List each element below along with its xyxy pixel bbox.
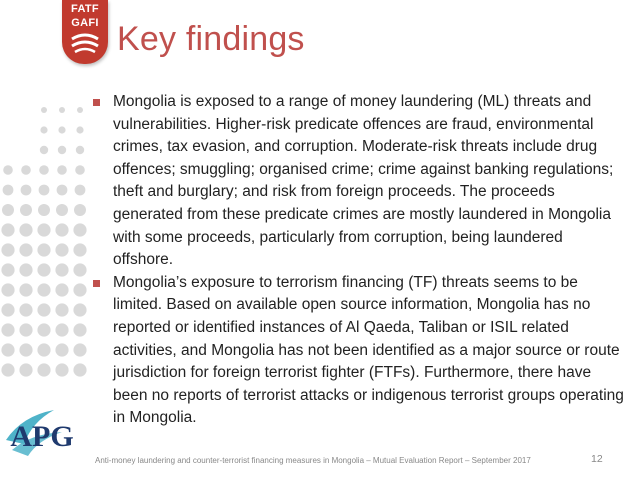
- decorative-dot: [20, 204, 32, 216]
- decorative-dot: [37, 343, 50, 356]
- decorative-dot: [55, 263, 68, 276]
- decorative-dot: [19, 263, 32, 276]
- decorative-dot: [19, 223, 32, 236]
- decorative-dot: [21, 185, 32, 196]
- decorative-dot: [57, 185, 68, 196]
- decorative-dot: [73, 363, 86, 376]
- decorative-dot: [73, 283, 86, 296]
- apg-logo-text: APG: [10, 420, 74, 453]
- bullet-text: Mongolia is exposed to a range of money laundering (ML) threats and vulnerabilities. Higher-risk predicate offences are fraud, environmental crimes, tax evasion, and corruption. Moderate-risk threats include drug offences; smuggling; organised crime; crime against banking regulations; theft and burglary; and risk from foreign proceeds. The proceeds generated from these predicate crimes are mostly laundered in Mongolia with some proceeds, particularly from corruption, being laundered offshore.: [113, 93, 614, 269]
- decorative-dot: [1, 303, 14, 316]
- square-bullet-icon: [93, 99, 100, 106]
- decorative-dot: [55, 343, 68, 356]
- decorative-dot: [56, 204, 68, 216]
- bullet-item: [92, 272, 627, 430]
- decorative-dot: [19, 363, 32, 376]
- decorative-dot: [76, 126, 83, 133]
- decorative-dot: [37, 283, 50, 296]
- decorative-dot: [77, 107, 83, 113]
- decorative-dot: [37, 363, 50, 376]
- decorative-dot: [55, 283, 68, 296]
- decorative-dot: [55, 223, 68, 236]
- decorative-dot: [1, 283, 14, 296]
- decorative-dot: [1, 323, 14, 336]
- decorative-dot: [73, 323, 86, 336]
- decorative-dot: [55, 323, 68, 336]
- decorative-dot: [38, 204, 50, 216]
- decorative-dot: [19, 283, 32, 296]
- decorative-dot: [76, 146, 84, 154]
- decorative-dot: [1, 363, 14, 376]
- bullet-item: [92, 91, 627, 272]
- decorative-dot: [55, 303, 68, 316]
- decorative-dot: [37, 323, 50, 336]
- footer-text: Anti-money laundering and counter-terrorist financing measures in Mongolia – Mutual Evaluation Report – September 2017: [95, 456, 531, 465]
- decorative-dot: [73, 303, 86, 316]
- decorative-dot: [37, 223, 50, 236]
- fatf-swoosh-icon: [70, 31, 100, 55]
- decorative-dot: [40, 146, 48, 154]
- decorative-dot: [3, 165, 13, 175]
- decorative-dot: [1, 243, 14, 256]
- decorative-dot: [2, 204, 14, 216]
- decorative-dot: [1, 223, 14, 236]
- apg-logo: [2, 388, 82, 468]
- bullet-text: Mongolia’s exposure to terrorism financing (TF) threats seems to be limited. Based on available open source information, Mongolia has no reported or identified instances of Al Qaeda, Taliban or ISIL related activities, and Mongolia has not been identified as a major source or route jurisdiction for foreign terrorist fighter (FTFs). Furthermore, there have been no reports of terrorist attacks or indigenous terrorist groups operating in Mongolia.: [113, 273, 624, 427]
- decorative-dot: [73, 243, 86, 256]
- decorative-dot: [59, 107, 65, 113]
- fatf-logo-line1: FATF: [71, 3, 99, 15]
- decorative-dot: [73, 343, 86, 356]
- decorative-dot: [19, 323, 32, 336]
- decorative-dot: [37, 303, 50, 316]
- decorative-dot: [58, 126, 65, 133]
- decorative-dot: [41, 107, 47, 113]
- decorative-dot: [75, 165, 85, 175]
- decorative-dot: [19, 303, 32, 316]
- decorative-dot: [58, 146, 66, 154]
- fatf-logo: [62, 0, 108, 64]
- decorative-dot: [37, 243, 50, 256]
- decorative-dot: [21, 165, 31, 175]
- square-bullet-icon: [93, 280, 100, 287]
- decorative-dot: [55, 363, 68, 376]
- decorative-dot: [73, 263, 86, 276]
- decorative-dot: [74, 204, 86, 216]
- bullet-list: [92, 91, 627, 430]
- decorative-dot: [75, 185, 86, 196]
- decorative-dot: [1, 343, 14, 356]
- decorative-dot: [37, 263, 50, 276]
- decorative-dot: [39, 185, 50, 196]
- fatf-logo-line2: GAFI: [71, 17, 99, 29]
- decorative-dot: [40, 126, 47, 133]
- decorative-dot: [1, 263, 14, 276]
- page-number: 12: [591, 453, 603, 465]
- decorative-dot: [55, 243, 68, 256]
- decorative-dot: [57, 165, 67, 175]
- decorative-dot: [73, 223, 86, 236]
- slide-title: Key findings: [117, 20, 305, 58]
- decorative-dot: [39, 165, 49, 175]
- decorative-dot: [19, 343, 32, 356]
- decorative-dot: [19, 243, 32, 256]
- decorative-dot: [3, 185, 14, 196]
